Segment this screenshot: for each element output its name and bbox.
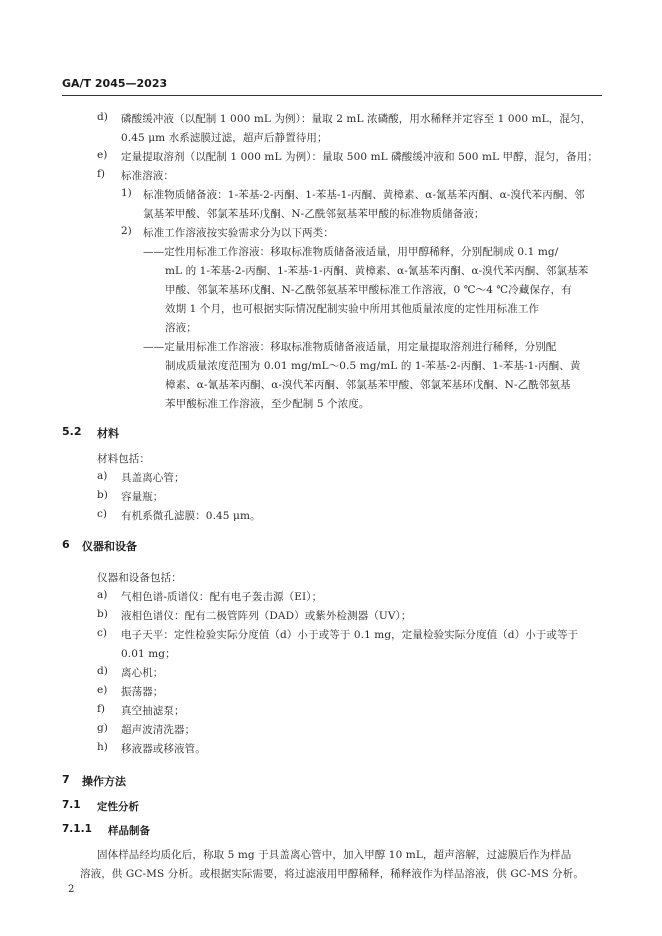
section-7-title: 操作方法: [82, 775, 126, 788]
section-7-1-1-title: 样品制备: [108, 825, 150, 837]
dash-1-line5: 溶液；: [165, 322, 197, 334]
dash-1-line2: mL 的 1-苯基-2-丙酮、1-苯基-1-丙酮、黄樟素、α-氰基苯丙酮、α-溴代苯丙酮、邻氯基苯: [165, 265, 589, 277]
instrument-a-label: a): [97, 589, 108, 601]
instrument-f-text: 真空抽滤泵；: [121, 705, 185, 717]
section-7-1-number: 7.1: [62, 799, 81, 811]
dash-2-line1: ——定量用标准工作溶液：移取标准物质储备液适量，用定量提取溶剂进行稀释，分别配: [143, 341, 557, 353]
material-c-label: c): [97, 508, 107, 520]
dash-1-line3: 甲酸、邻氯苯基环戊酮、N-乙酰邻氨基苯甲酸标准工作溶液，0 ℃～4 ℃冷藏保存，有: [165, 284, 572, 296]
item-d-line1: 磷酸缓冲液（以配制 1 000 mL 为例）：量取 2 mL 浓磷酸，用水稀释并定容至 1 000 mL，混匀，: [121, 113, 592, 125]
item-e-line1: 定量提取溶剂（以配制 1 000 mL 为例）：量取 500 mL 磷酸缓冲液和 500 mL 甲醇，混匀，备用；: [121, 151, 598, 163]
section-5-2-title: 材料: [97, 427, 119, 440]
section-5-2-number: 5.2: [62, 425, 82, 438]
section-7-1-title: 定性分析: [97, 801, 139, 813]
sample-prep-line2: 溶液，供 GC-MS 分析。或根据实际需要，将过滤液用甲醇稀释，稀释液作为样品溶液，供 GC-MS 分析。: [80, 868, 584, 880]
instrument-h-label: h): [97, 741, 108, 753]
page-number: 2: [68, 884, 75, 895]
sub-1-label: 1): [121, 187, 132, 199]
instrument-h-text: 移液器或移液管。: [121, 743, 206, 755]
dash-1-line4: 效期 1 个月，也可根据实际情况配制实验中所用其他质量浓度的定性用标准工作: [165, 303, 540, 315]
instrument-b-text: 液相色谱仪：配有二极管阵列（DAD）或紫外检测器（UV）；: [121, 610, 412, 622]
instrument-d-text: 离心机；: [121, 667, 164, 679]
instrument-c-label: c): [97, 627, 107, 639]
sub-2-label: 2): [121, 225, 132, 237]
dash-2-line3: 樟素、α-氰基苯丙酮、α-溴代苯丙酮、邻氯基苯甲酸、邻氯苯基环戊酮、N-乙酰邻氨基: [165, 379, 571, 391]
instrument-a-text: 气相色谱-质谱仪：配有电子轰击源（EI）；: [121, 591, 323, 603]
instrument-g-label: g): [97, 722, 108, 734]
material-a-text: 具盖离心管；: [121, 472, 185, 484]
dash-2-line4: 苯甲酸标准工作溶液，至少配制 5 个浓度。: [165, 398, 370, 410]
instrument-e-text: 振荡器；: [121, 686, 164, 698]
item-e-label: e): [97, 149, 108, 161]
section-6-number: 6: [62, 538, 70, 551]
instrument-b-label: b): [97, 608, 108, 620]
material-b-label: b): [97, 489, 108, 501]
instrument-g-text: 超声波清洗器；: [121, 724, 196, 736]
sample-prep-line1: 固体样品经均质化后，称取 5 mg 于具盖离心管中，加入甲醇 10 mL，超声溶解，过滤膜后作为样品: [97, 849, 572, 861]
sub-2-line1: 标准工作溶液按实验需求分为以下两类：: [143, 227, 334, 239]
material-a-label: a): [97, 470, 108, 482]
instruments-intro: 仪器和设备包括：: [97, 572, 182, 584]
section-7-1-1-number: 7.1.1: [62, 823, 92, 835]
section-7-number: 7: [62, 773, 70, 786]
item-f-label: f): [97, 168, 105, 180]
instrument-d-label: d): [97, 665, 108, 677]
item-f-line1: 标准溶液：: [121, 170, 174, 182]
item-d-line2: 0.45 μm 水系滤膜过滤，超声后静置待用；: [121, 132, 328, 144]
item-d-label: d): [97, 111, 108, 123]
section-6-title: 仪器和设备: [82, 540, 137, 553]
material-b-text: 容量瓶；: [121, 491, 164, 503]
dash-2-line2: 制成质量浓度范围为 0.01 mg/mL～0.5 mg/mL 的 1-苯基-2-丙酮、1-苯基-1-丙酮、黄: [165, 360, 581, 372]
instrument-e-label: e): [97, 684, 108, 696]
instrument-f-label: f): [97, 703, 105, 715]
header-rule: [62, 95, 602, 96]
sub-1-line1: 标准物质储备液：1-苯基-2-丙酮、1-苯基-1-丙酮、黄樟素、α-氰基苯丙酮、α-溴代苯丙酮、邻: [143, 189, 585, 201]
instrument-c-text: 电子天平：定性检验实际分度值（d）小于或等于 0.1 mg，定量检验实际分度值（d）小于或等于: [121, 629, 579, 641]
instrument-c-cont: 0.01 mg；: [121, 648, 176, 660]
dash-1-line1: ——定性用标准工作溶液：移取标准物质储备液适量，用甲醇稀释，分别配制成 0.1 mg/: [143, 246, 559, 258]
sub-1-line2: 氯基苯甲酸、邻氯苯基环戊酮、N-乙酰邻氨基苯甲酸的标准物质储备液；: [143, 208, 485, 220]
material-c-text: 有机系微孔滤膜：0.45 μm。: [121, 510, 261, 522]
materials-intro: 材料包括：: [97, 453, 150, 465]
standard-number: GA/T 2045—2023: [62, 77, 168, 90]
